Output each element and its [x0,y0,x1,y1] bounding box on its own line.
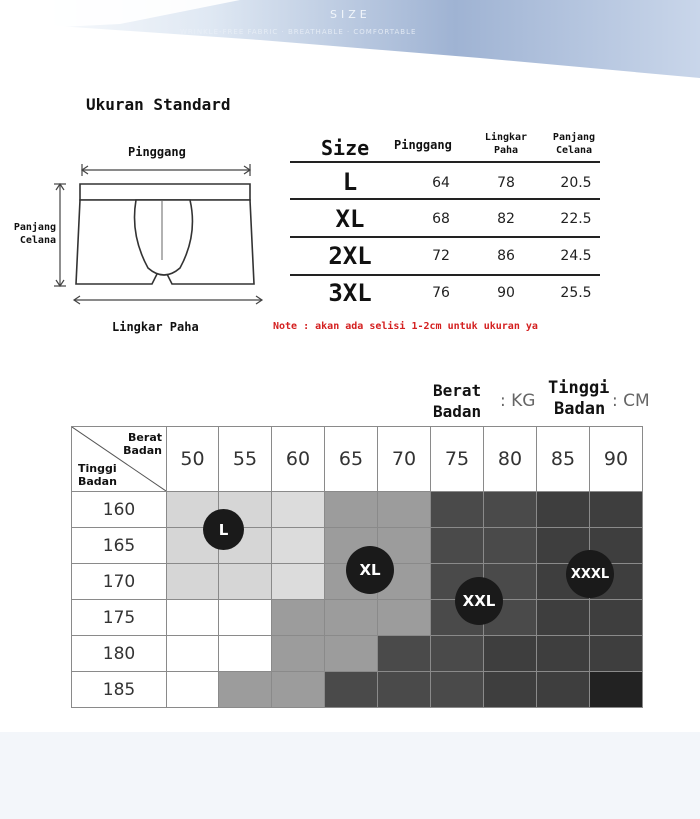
grid-row [72,600,643,636]
label-length-line2: Celana [19,235,56,246]
grid-cell [325,492,378,528]
height-header-cell: 160 [72,492,167,528]
grid-cell [272,528,325,564]
grid-cell [167,564,219,600]
grid-cell [378,672,431,708]
grid-head-weight-line1: Berat [433,381,482,400]
grid-header-row [72,427,643,492]
grid-cell [219,636,272,672]
grid-cell [590,672,643,708]
grid-cell [590,636,643,672]
grid-cell [325,672,378,708]
size-row-2xl-waist: 72 [432,248,450,264]
grid-row [72,636,643,672]
size-row-2xl: 2XL [328,242,372,270]
grid-head-weight [433,380,481,422]
grid-cell [431,636,484,672]
grid-cell [537,600,590,636]
thigh-header-line1: Lingkar [484,132,528,143]
size-row-2xl-length: 24.5 [560,248,592,264]
banner-subtitle: WRINKLE-FREE FABRIC · BREATHABLE · COMFORTABLE [180,28,417,36]
grid-cell [167,672,219,708]
size-row-2xl-thigh: 86 [497,248,515,264]
corner-weight-line1: Berat [128,431,162,444]
grid-cell [272,564,325,600]
label-waist: Pinggang [128,145,186,159]
corner-weight-line2: Badan [123,444,162,457]
grid-cell [590,492,643,528]
grid-row [72,492,643,528]
table-divider [290,274,600,276]
top-banner [0,0,700,80]
weight-header-cell: 70 [378,427,431,492]
thigh-header-line2: Paha [493,145,519,156]
grid-cell [537,672,590,708]
grid-unit-kg: : KG [500,391,536,411]
grid-cell [537,636,590,672]
table-divider [290,236,600,238]
weight-header-cell: 75 [431,427,484,492]
grid-cell [272,636,325,672]
height-header-cell: 170 [72,564,167,600]
size-badge-xxxl: XXXL [566,550,614,598]
grid-cell [378,600,431,636]
weight-header-cell: 60 [272,427,325,492]
grid-cell [167,636,219,672]
thigh-header [476,131,536,157]
grid-cell [167,600,219,636]
grid-head-height-line1: Tinggi [548,378,610,398]
briefs-diagram-icon [40,160,280,310]
size-row-l-waist: 64 [432,175,450,191]
grid-cell [537,492,590,528]
size-row-l-thigh: 78 [497,175,515,191]
size-row-xl-length: 22.5 [560,211,592,227]
size-row-xl-waist: 68 [432,211,450,227]
grid-cell [431,528,484,564]
grid-cell [378,636,431,672]
size-row-l: L [342,168,358,196]
grid-head-height-line2: Badan [554,399,606,419]
grid-cell [484,492,537,528]
weight-header-cell: 85 [537,427,590,492]
table-divider [290,198,600,200]
grid-cell [484,528,537,564]
grid-cell [325,600,378,636]
grid-cell [219,600,272,636]
size-badge-l: L [203,509,244,550]
size-note: Note : akan ada selisi 1-2cm untuk ukuran ya [273,321,538,332]
grid-cell [272,672,325,708]
size-row-xl: XL [335,205,365,233]
weight-header-cell: 90 [590,427,643,492]
height-header-cell: 185 [72,672,167,708]
weight-header-cell: 55 [219,427,272,492]
grid-cell [272,600,325,636]
size-badge-xl: XL [346,546,394,594]
size-badge-xxl: XXL [455,577,503,625]
banner-title: SIZE [330,8,371,21]
grid-cell [378,492,431,528]
height-header-cell: 175 [72,600,167,636]
waist-header: Pinggang [394,138,452,152]
grid-cell [484,636,537,672]
grid-cell [219,564,272,600]
weight-header-cell: 65 [325,427,378,492]
grid-cell [484,672,537,708]
height-header-cell: 165 [72,528,167,564]
grid-cell [590,600,643,636]
corner-weight-label [123,431,162,457]
size-row-3xl-thigh: 90 [497,285,515,301]
footer-band [0,732,700,819]
grid-cell [431,492,484,528]
corner-height-label [78,462,117,488]
size-row-xl-thigh: 82 [497,211,515,227]
size-header: Size [321,136,370,160]
table-divider [290,161,600,163]
label-thigh: Lingkar Paha [112,320,199,334]
standard-title: Ukuran Standard [86,95,231,114]
grid-corner-cell [72,427,167,492]
corner-height-line1: Tinggi [78,462,117,475]
grid-head-weight-line2: Badan [433,402,482,421]
length-header-line1: Panjang [552,132,596,143]
height-header-cell: 180 [72,636,167,672]
weight-header-cell: 50 [167,427,219,492]
weight-header-cell: 80 [484,427,537,492]
size-row-3xl-waist: 76 [432,285,450,301]
grid-row [72,672,643,708]
length-header [544,131,604,157]
label-length-line1: Panjang [13,222,56,233]
length-header-line2: Celana [555,145,593,156]
grid-cell [272,492,325,528]
grid-cell [219,672,272,708]
grid-unit-cm: : CM [612,391,650,411]
grid-head-height [548,378,609,420]
corner-height-line2: Badan [78,475,117,488]
size-row-3xl-length: 25.5 [560,285,592,301]
grid-cell [325,636,378,672]
grid-cell [431,672,484,708]
size-row-3xl: 3XL [328,279,372,307]
size-row-l-length: 20.5 [560,175,592,191]
